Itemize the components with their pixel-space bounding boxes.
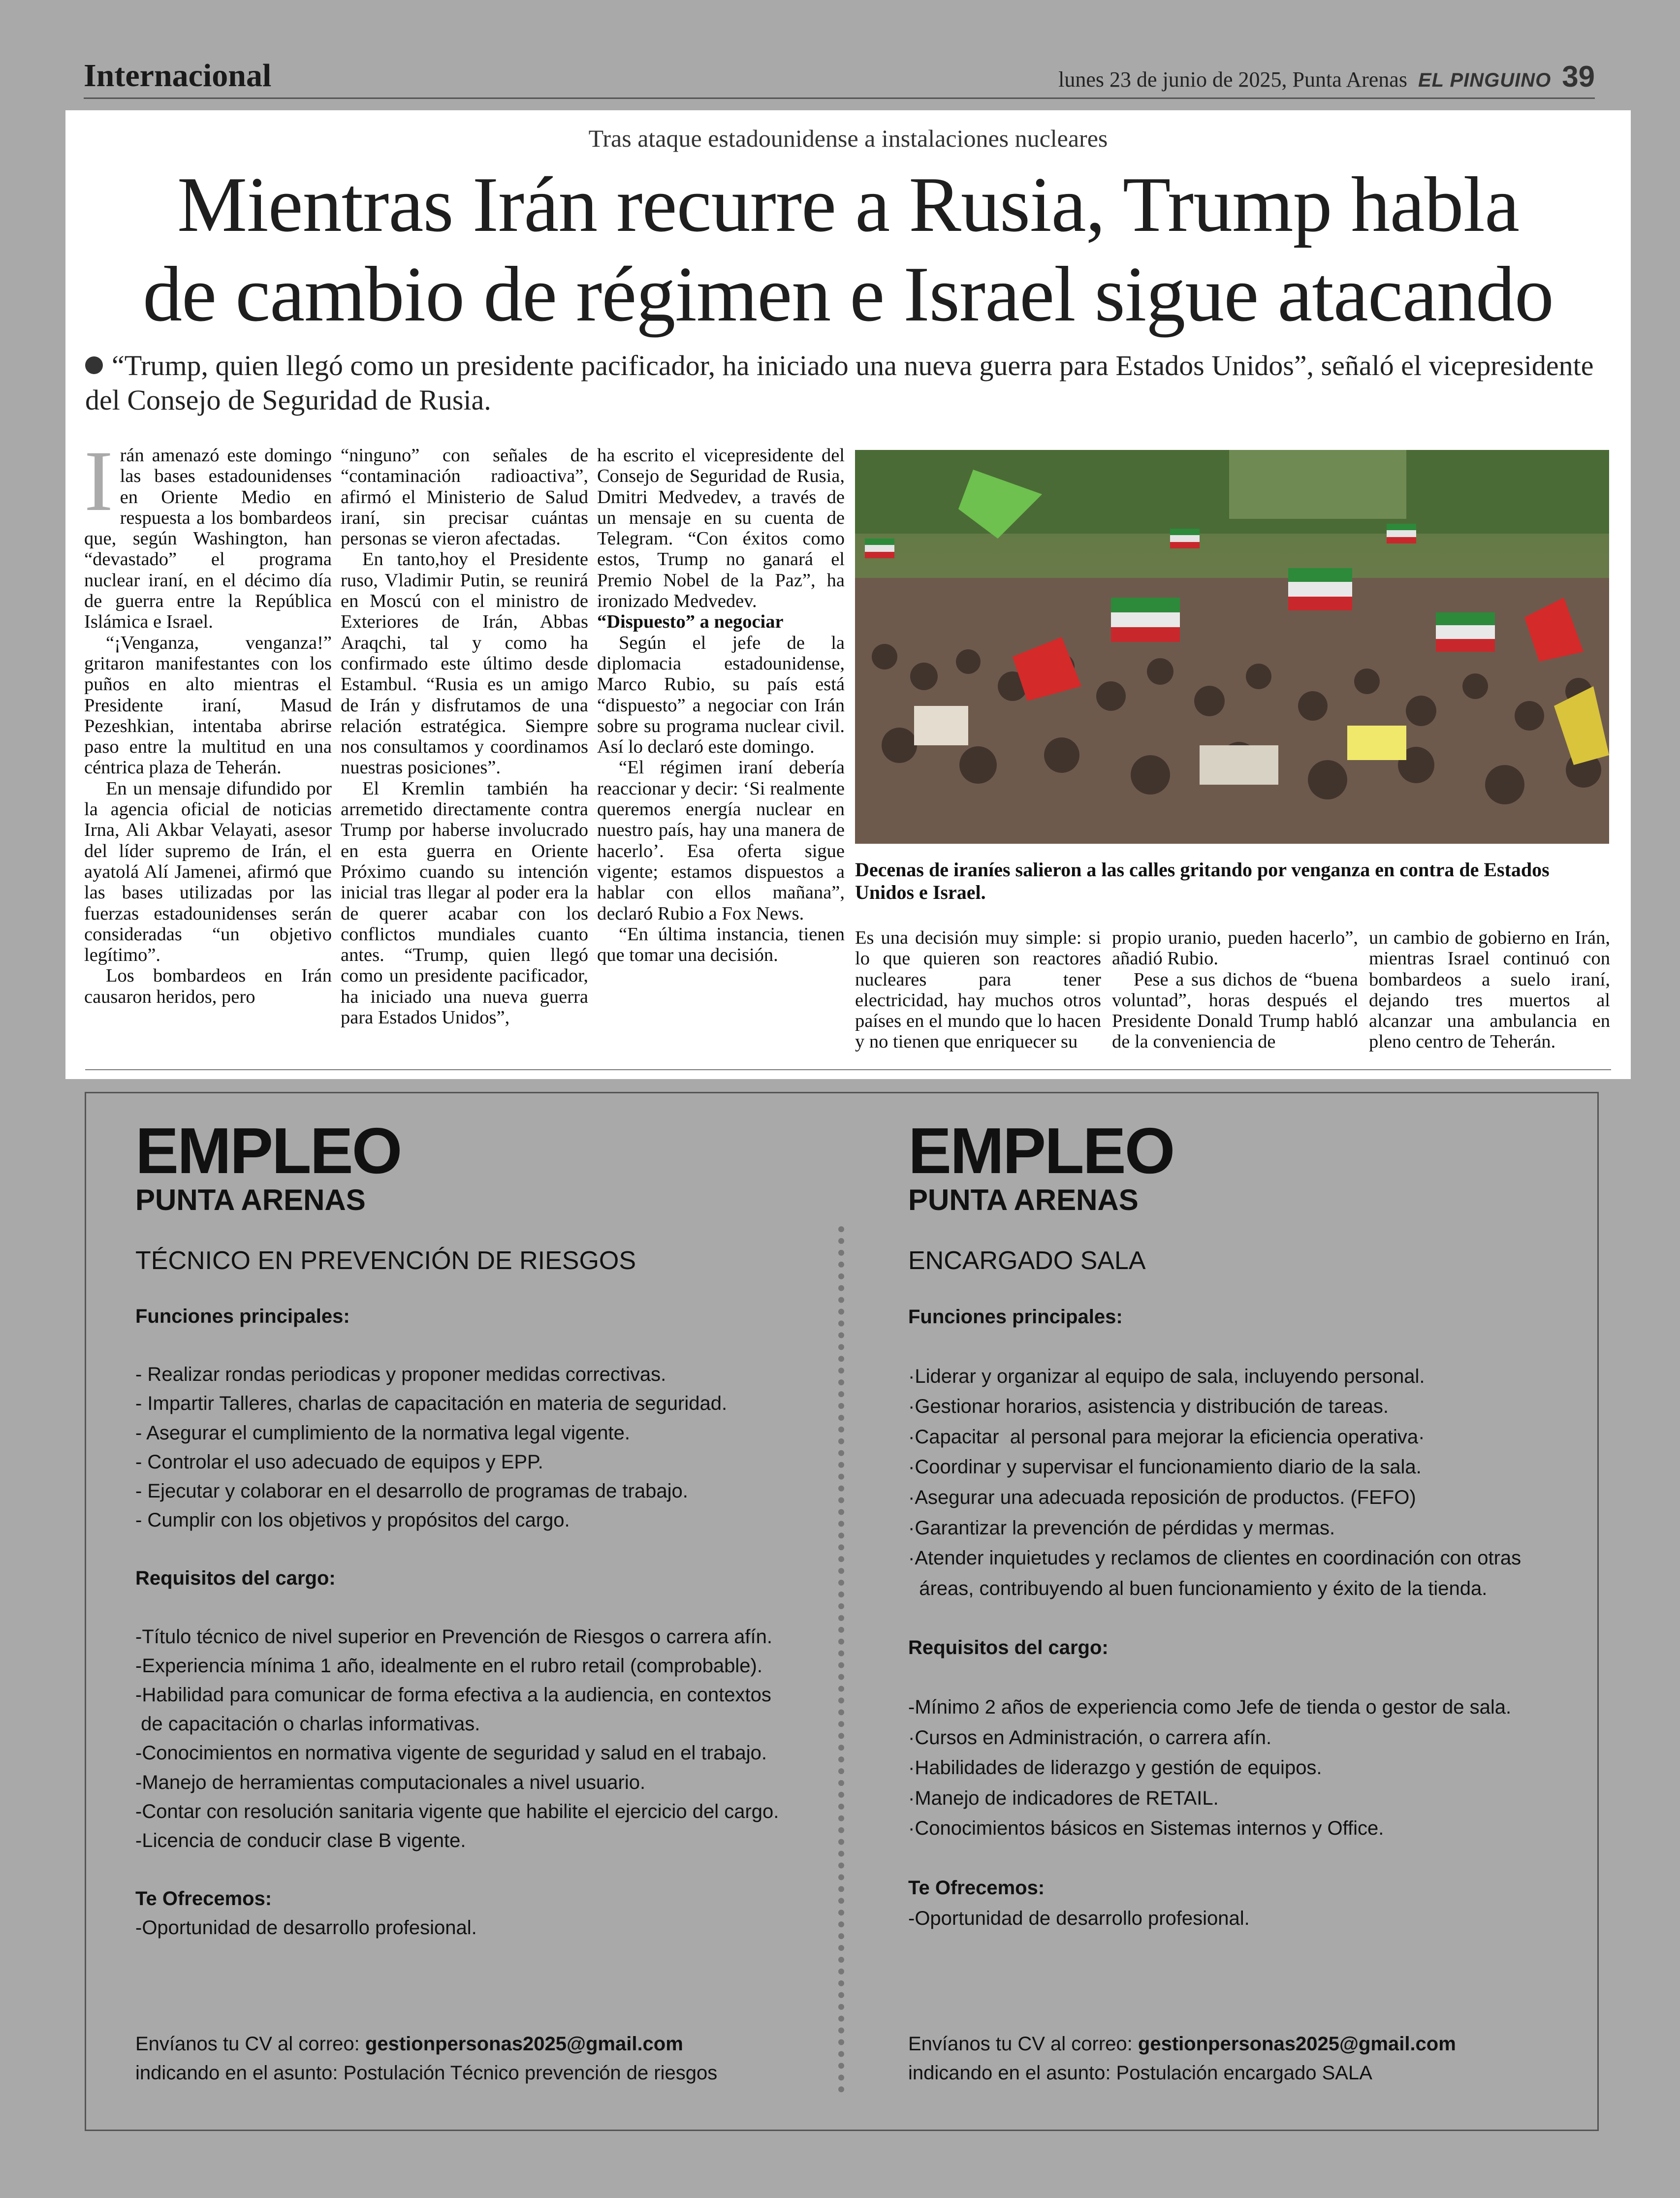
offer-item: -Oportunidad de desarrollo profesional. [908, 1907, 1250, 1929]
cv-prefix: Envíanos tu CV al correo: [908, 2033, 1138, 2055]
headline-line-2: de cambio de régimen e Israel sigue atacando [143, 250, 1553, 338]
lead-text: “Trump, quien llegó como un presidente pacificador, ha iniciado una nueva guerra para Estados Unidos”, señaló el vicepresidente del Consejo de Seguridad de Rusia. [85, 350, 1594, 416]
article-paragraph: ha escrito el vicepresidente del Consejo de Seguridad de Rusia, Dmitri Medvedev, a través de un mensaje en su cuenta de Telegram. “Con éxitos como estos, Trump no ganará el Premio Nobel de la Paz”, ha ironizado Medvedev. [597, 445, 845, 612]
ad-contact [135, 2030, 717, 2088]
article-paragraph: Según el jefe de la diplomacia estadounidense, Marco Rubio, su país está “dispuesto” a negociar con Irán sobre su programa nuclear civil. Así lo declaró este domingo. [597, 632, 845, 758]
ad-position: TÉCNICO EN PREVENCIÓN DE RIESGOS [135, 1246, 636, 1275]
article-column-2 [341, 445, 588, 1028]
ad-position: ENCARGADO SALA [908, 1246, 1146, 1275]
article-headline [65, 159, 1631, 339]
article-paragraph: un cambio de gobierno en Irán, mientras Israel continuó con bombardeos a suelo iraní, dejando tres muertos al alcanzar una ambulancia en pleno centro de Teherán. [1369, 927, 1610, 1052]
function-item: áreas, contribuyendo al buen funcionamiento y éxito de la tienda. [908, 1577, 1488, 1599]
article-column-6 [1369, 927, 1610, 1052]
article-paragraph: “En última instancia, tienen que tomar una decisión. [597, 924, 845, 966]
article-kicker: Tras ataque estadounidense a instalaciones nucleares [588, 125, 1108, 152]
function-item: - Realizar rondas periodicas y proponer medidas correctivas. [135, 1364, 666, 1386]
ad-contact [908, 2030, 1456, 2088]
page-header [84, 58, 1595, 99]
article-lead [85, 349, 1611, 417]
drop-cap: I [84, 433, 113, 529]
function-item: ·Atender inquietudes y reclamos de clientes en coordinación con otras [908, 1547, 1522, 1569]
function-item: ·Gestionar horarios, asistencia y distribución de tareas. [908, 1396, 1389, 1418]
offer-heading: Te Ofrecemos: [135, 1888, 272, 1910]
page-number: 39 [1562, 60, 1595, 93]
ad-body [135, 1302, 779, 1943]
function-item: - Asegurar el cumplimiento de la normativa legal vigente. [135, 1422, 630, 1444]
article-paragraph: propio uranio, pueden hacerlo”, añadió Rubio. [1112, 927, 1358, 969]
function-item: - Impartir Talleres, charlas de capacitación en materia de seguridad. [135, 1393, 728, 1415]
requirement-item: -Habilidad para comunicar de forma efectiva a la audiencia, en contextos [135, 1684, 771, 1706]
article-column-1 [84, 433, 332, 1007]
article-paragraph: En tanto,hoy el Presidente ruso, Vladimir Putin, se reunirá en Moscú con el ministro de Exteriores de Irán, Abbas Araqchi, tal y como ha confirmado este último desde Estambul. “Rusia es un amigo de Irán y disfrutamos de una relación estratégica. Siempre nos consultamos y coordinamos nuestras posiciones”. [341, 549, 588, 778]
header-right [1058, 60, 1595, 94]
job-ads-box [85, 1092, 1599, 2131]
requirements-heading: Requisitos del cargo: [908, 1637, 1109, 1659]
requirement-item: -Manejo de herramientas computacionales a nivel usuario. [135, 1771, 646, 1793]
protest-photo-image [855, 450, 1609, 844]
ad-city: PUNTA ARENAS [135, 1183, 366, 1216]
article-paragraph: Es una decisión muy simple: si lo que quieren son reactores nucleares para tener electricidad, hay muchos otros países en el mundo que lo hacen y no tienen que enriquecer su [855, 927, 1101, 1052]
article-bottom-rule [85, 1069, 1611, 1070]
requirement-item: ·Habilidades de liderazgo y gestión de equipos. [908, 1757, 1322, 1779]
article-paragraph: Los bombardeos en Irán causaron heridos, pero [84, 965, 332, 1007]
functions-heading: Funciones principales: [908, 1306, 1123, 1328]
bullet-icon [85, 356, 103, 374]
article-paragraph: “¡Venganza, venganza!” gritaron manifestantes con los puños en alto mientras el Presidente iraní, Masud Pezeshkian, intentaba abrirse paso entre la multitud en una céntrica plaza de Teherán. [84, 632, 332, 778]
article-paragraph: “El régimen iraní debería reaccionar y decir: ‘Si realmente queremos energía nuclear en nuestro país, hay una manera de hacerlo’. Esa oferta sigue vigente; estamos dispuestos a hablar con ellos mañana”, declaró Rubio a Fox News. [597, 757, 845, 924]
article-paragraph: El Kremlin también ha arremetido directamente contra Trump por haberse involucrado en esta guerra en Oriente Próximo cuando su intención inicial tras llegar al poder era la de querer acabar con los conflictos mundiales cuanto antes. “Trump, quien llegó como un presidente pacificador, ha iniciado una nueva guerra para Estados Unidos”, [341, 778, 588, 1028]
ad-title: EMPLEO [135, 1115, 401, 1187]
ad-title: EMPLEO [908, 1115, 1174, 1187]
article-paragraph: Pese a sus dichos de “buena voluntad”, horas después el Presidente Donald Trump habló de la conveniencia de [1112, 969, 1358, 1052]
requirement-item: ·Conocimientos básicos en Sistemas internos y Office. [908, 1817, 1384, 1840]
function-item: - Controlar el uso adecuado de equipos y EPP. [135, 1451, 543, 1473]
function-item: ·Coordinar y supervisar el funcionamiento diario de la sala. [908, 1456, 1422, 1478]
requirement-item: -Mínimo 2 años de experiencia como Jefe de tienda o gestor de sala. [908, 1696, 1512, 1718]
requirement-item: ·Cursos en Administración, o carrera afín. [908, 1726, 1272, 1749]
section-name: Internacional [84, 58, 272, 94]
requirement-item: -Experiencia mínima 1 año, idealmente en el rubro retail (comprobable). [135, 1655, 762, 1677]
cv-prefix: Envíanos tu CV al correo: [135, 2033, 365, 2055]
article-subhead: “Dispuesto” a negociar [597, 611, 784, 633]
requirement-item: ·Manejo de indicadores de RETAIL. [908, 1787, 1219, 1809]
requirement-item: -Contar con resolución sanitaria vigente que habilite el ejercicio del cargo. [135, 1800, 779, 1822]
contact-email: gestionpersonas2025@gmail.com [1138, 2033, 1456, 2055]
function-item: - Ejecutar y colaborar en el desarrollo de programas de trabajo. [135, 1480, 688, 1502]
function-item: ·Garantizar la prevención de pérdidas y mermas. [908, 1517, 1335, 1539]
article-paragraph: En un mensaje difundido por la agencia oficial de noticias Irna, Ali Akbar Velayati, asesor del líder supremo de Irán, el ayatolá Alí Jamenei, afirmó que las bases utilizadas por las fuerzas estadounidenses serán consideradas “un objetivo legítimo”. [84, 778, 332, 966]
function-item: ·Liderar y organizar al equipo de sala, incluyendo personal. [908, 1365, 1425, 1387]
protest-photo [855, 450, 1609, 844]
article-column-5 [1112, 927, 1358, 1052]
article-paragraph: Irán amenazó este domingo las bases estadounidenses en Oriente Medio en respuesta a los bombardeos que, según Washington, han “devastado” el programa nuclear iraní, en el décimo día de guerra entre la República Islámica e Israel. [84, 433, 332, 633]
article-column-4 [855, 927, 1101, 1052]
dotted-divider [838, 1226, 844, 2093]
photo-caption: Decenas de iraníes salieron a las calles gritando por venganza en contra de Estados Unidos e Israel. [855, 859, 1550, 903]
news-article [65, 110, 1631, 1079]
function-item: - Cumplir con los objetivos y propósitos del cargo. [135, 1509, 570, 1531]
subject-line: indicando en el asunto: Postulación encargado SALA [908, 2062, 1372, 2084]
requirement-item: -Título técnico de nivel superior en Prevención de Riesgos o carrera afín. [135, 1625, 773, 1648]
ad-city: PUNTA ARENAS [908, 1183, 1139, 1216]
functions-heading: Funciones principales: [135, 1306, 350, 1327]
subject-line: indicando en el asunto: Postulación Técnico prevención de riesgos [135, 2062, 718, 2084]
requirement-item: de capacitación o charlas informativas. [135, 1713, 480, 1735]
header-date: lunes 23 de junio de 2025, Punta Arenas [1058, 67, 1407, 92]
offer-item: -Oportunidad de desarrollo profesional. [135, 1917, 477, 1939]
function-item: ·Asegurar una adecuada reposición de productos. (FEFO) [908, 1486, 1416, 1508]
article-column-3 [597, 445, 845, 965]
article-paragraph: “ninguno” con señales de “contaminación radioactiva”, afirmó el Ministerio de Salud iraní, sin precisar cuántas personas se vieron afectadas. [341, 445, 588, 549]
requirements-heading: Requisitos del cargo: [135, 1567, 336, 1590]
newspaper-brand: EL PINGUINO [1418, 69, 1552, 91]
contact-email: gestionpersonas2025@gmail.com [365, 2033, 683, 2055]
ad-body [908, 1302, 1521, 1934]
requirement-item: -Licencia de conducir clase B vigente. [135, 1830, 466, 1852]
headline-line-1: Mientras Irán recurre a Rusia, Trump habla [177, 160, 1520, 248]
function-item: ·Capacitar al personal para mejorar la eficiencia operativa· [908, 1426, 1425, 1448]
requirement-item: -Conocimientos en normativa vigente de seguridad y salud en el trabajo. [135, 1742, 767, 1764]
offer-heading: Te Ofrecemos: [908, 1877, 1045, 1899]
